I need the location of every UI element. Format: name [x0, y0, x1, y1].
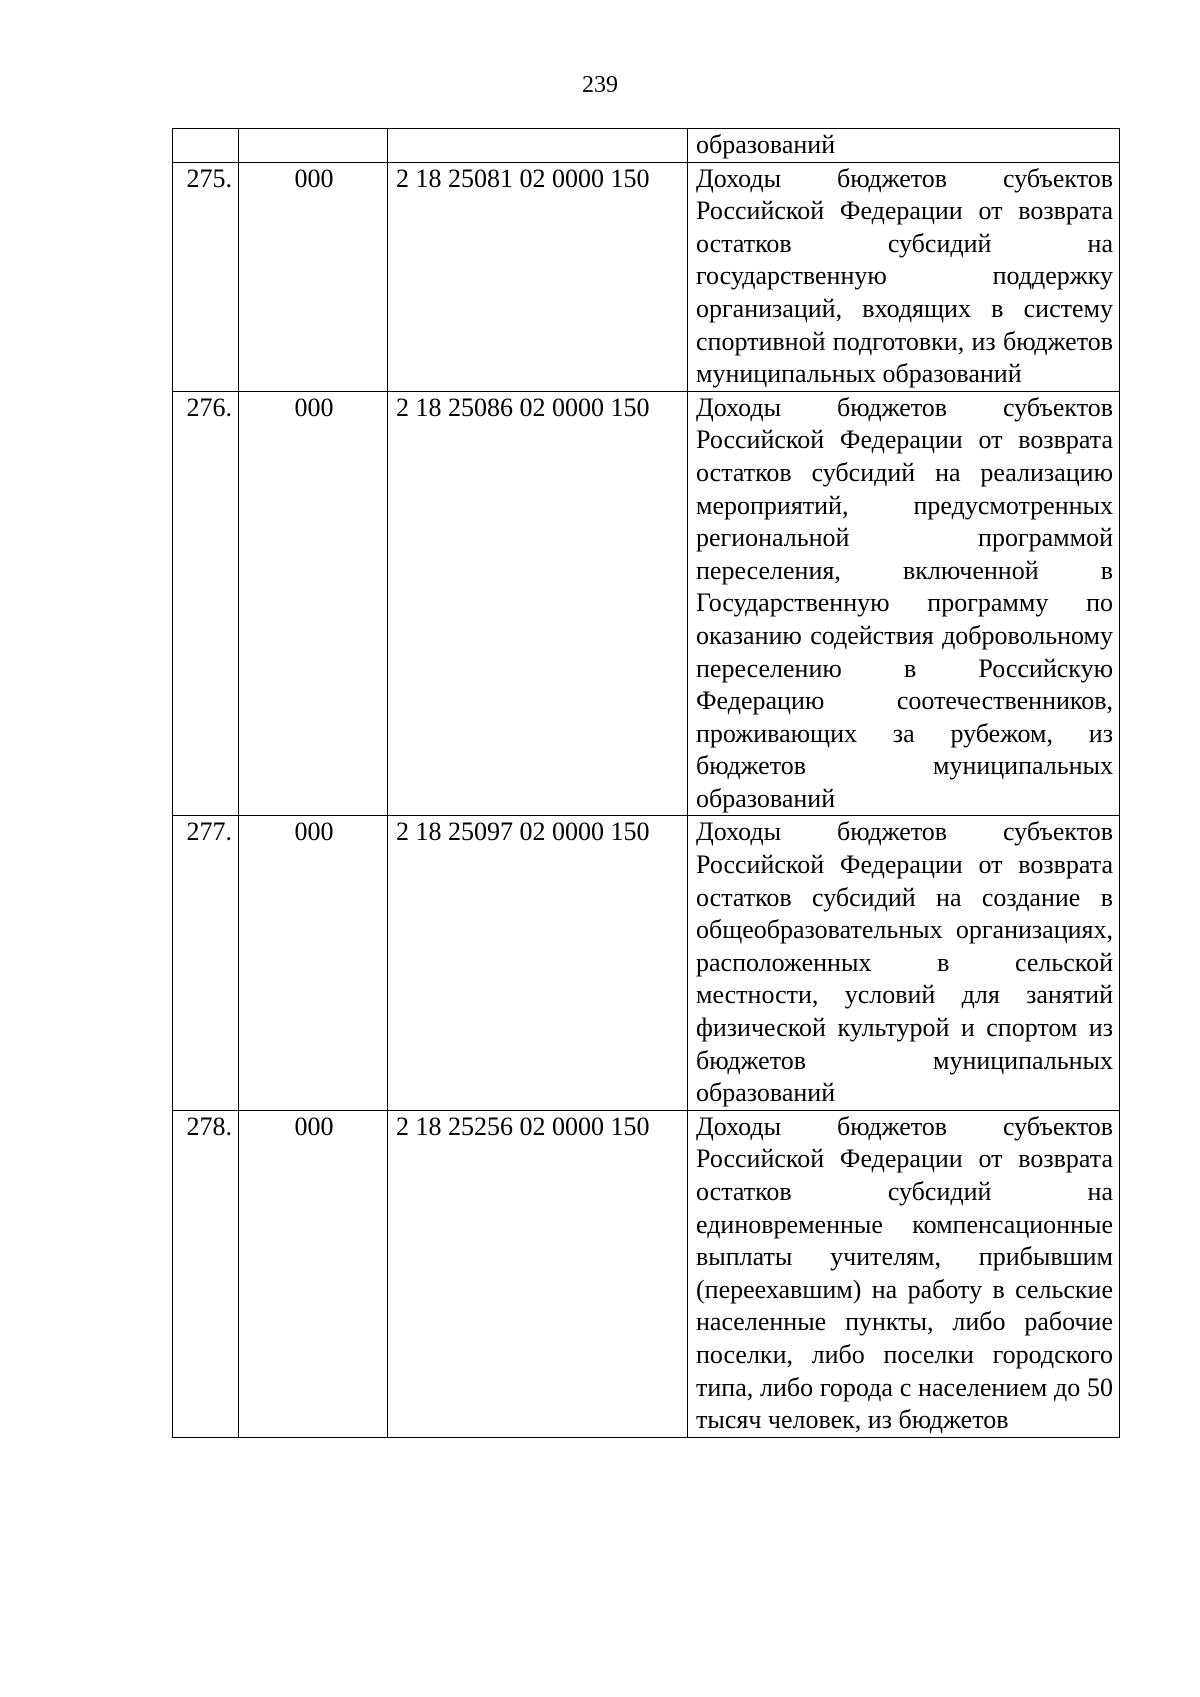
budget-classification-code	[388, 129, 688, 163]
row-number: 276.	[173, 391, 239, 816]
row-number	[173, 129, 239, 163]
budget-classification-code: 2 18 25081 02 0000 150	[388, 162, 688, 391]
table-row	[173, 1110, 1120, 1437]
admin-code: 000	[239, 162, 388, 391]
table-row	[173, 129, 1120, 163]
income-description: Доходы бюджетов субъектов Российской Федерации от возврата остатков субсидий на государственную поддержку организаций, входящих в систему спортивной подготовки, из бюджетов муниципальных образований	[688, 162, 1120, 391]
budget-classification-code: 2 18 25256 02 0000 150	[388, 1110, 688, 1437]
budget-classification-code: 2 18 25086 02 0000 150	[388, 391, 688, 816]
admin-code: 000	[239, 1110, 388, 1437]
admin-code	[239, 129, 388, 163]
table-row	[173, 391, 1120, 816]
row-number: 275.	[173, 162, 239, 391]
page-number: 239	[582, 72, 618, 98]
budget-code-table	[172, 128, 1120, 1438]
income-description: образований	[688, 129, 1120, 163]
table-row	[173, 816, 1120, 1110]
row-number: 277.	[173, 816, 239, 1110]
row-number: 278.	[173, 1110, 239, 1437]
table-row	[173, 162, 1120, 391]
income-description: Доходы бюджетов субъектов Российской Федерации от возврата остатков субсидий на единовременные компенсационные выплаты учителям, прибывшим (переехавшим) на работу в сельские населенные пункты, либо рабочие поселки, либо поселки городского типа, либо города с населением до 50 тысяч человек, из бюджетов	[688, 1110, 1120, 1437]
admin-code: 000	[239, 391, 388, 816]
admin-code: 000	[239, 816, 388, 1110]
income-description: Доходы бюджетов субъектов Российской Федерации от возврата остатков субсидий на реализацию мероприятий, предусмотренных региональной программой переселения, включенной в Государственную программу по оказанию содействия добровольному переселению в Российскую Федерацию соотечественников, проживающих за рубежом, из бюджетов муниципальных образований	[688, 391, 1120, 816]
budget-classification-code: 2 18 25097 02 0000 150	[388, 816, 688, 1110]
income-description: Доходы бюджетов субъектов Российской Федерации от возврата остатков субсидий на создание в общеобразовательных организациях, расположенных в сельской местности, условий для занятий физической культурой и спортом из бюджетов муниципальных образований	[688, 816, 1120, 1110]
